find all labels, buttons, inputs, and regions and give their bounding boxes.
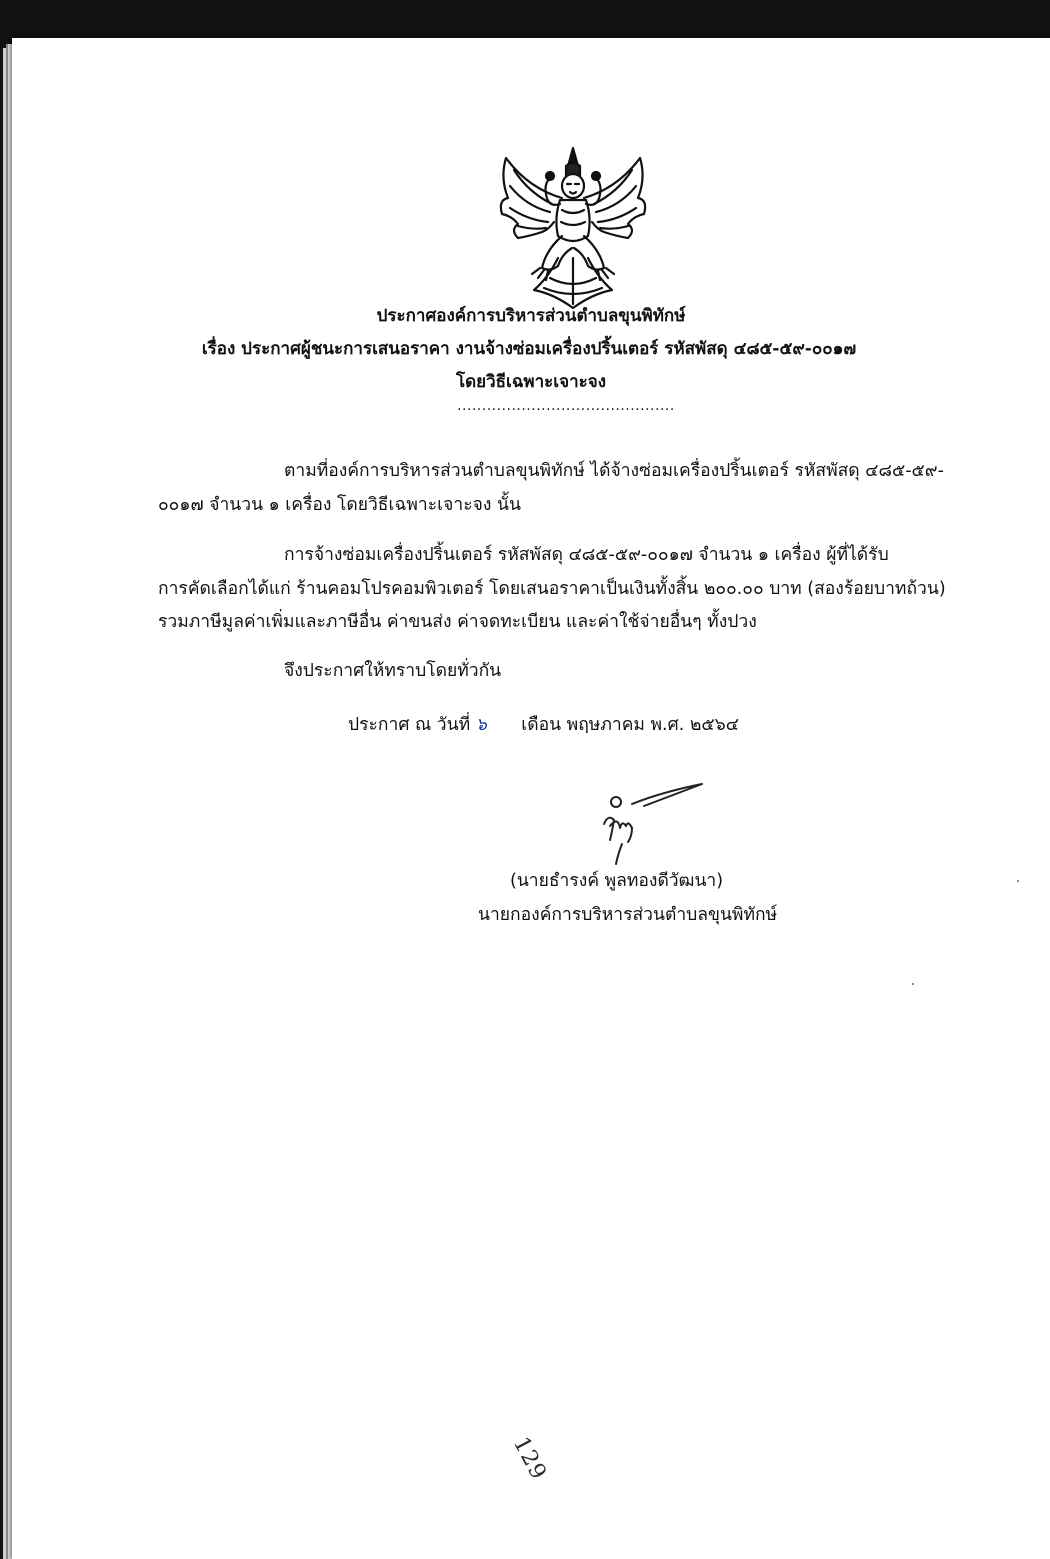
- announcement-method: โดยวิธีเฉพาะเจาะจง: [455, 372, 607, 392]
- paragraph-2-line-3: รวมภาษีมูลค่าเพิ่มและภาษีอื่น ค่าขนส่ง ค่าจดทะเบียน และค่าใช้จ่ายอื่นๆ ทั้งปวง: [158, 612, 757, 632]
- announcement-title: ประกาศองค์การบริหารส่วนตำบลขุนพิทักษ์: [376, 306, 686, 326]
- handwritten-signature-icon: [582, 776, 732, 866]
- paragraph-2-line-1: การจ้างซ่อมเครื่องปริ้นเตอร์ รหัสพัสดุ ๔๘๕-๕๙-๐๐๑๗ จำนวน ๑ เครื่อง ผู้ที่ได้รับ: [284, 545, 889, 565]
- date-prefix: ประกาศ ณ วันที่: [348, 715, 471, 735]
- announcement-subject: เรื่อง ประกาศผู้ชนะการเสนอราคา งานจ้างซ่อมเครื่องปริ้นเตอร์ รหัสพัสดุ ๔๘๕-๕๙-๐๐๑๗: [201, 339, 857, 359]
- signer-title: นายกองค์การบริหารส่วนตำบลขุนพิทักษ์: [478, 905, 778, 925]
- paper-speck: [1017, 880, 1019, 882]
- closing-statement: จึงประกาศให้ทราบโดยทั่วกัน: [284, 661, 502, 681]
- paragraph-2-line-2: การคัดเลือกได้แก่ ร้านคอมโปรคอมพิวเตอร์ โดยเสนอราคาเป็นเงินทั้งสิ้น ๒๐๐.๐๐ บาท (สองร้อยบาทถ้วน): [158, 579, 946, 599]
- announcement-date: [348, 710, 739, 738]
- announcement-page: [12, 38, 1050, 1559]
- paragraph-1-line-2: ๐๐๑๗ จำนวน ๑ เครื่อง โดยวิธีเฉพาะเจาะจง นั้น: [158, 495, 521, 515]
- handwritten-page-number: 129: [507, 1433, 552, 1485]
- paragraph-1-line-1: ตามที่องค์การบริหารส่วนตำบลขุนพิทักษ์ ได้จ้างซ่อมเครื่องปริ้นเตอร์ รหัสพัสดุ ๔๘๕-๕๙-: [284, 461, 944, 481]
- heading-divider: ............................................: [457, 398, 675, 414]
- paper-speck: [912, 983, 914, 985]
- date-suffix: เดือน พฤษภาคม พ.ศ. ๒๕๖๔: [521, 715, 739, 735]
- garuda-emblem-icon: [488, 118, 658, 318]
- signer-name: (นายธำรงค์ พูลทองดีวัฒนา): [510, 871, 724, 891]
- date-day-handwritten: ๖: [475, 715, 487, 735]
